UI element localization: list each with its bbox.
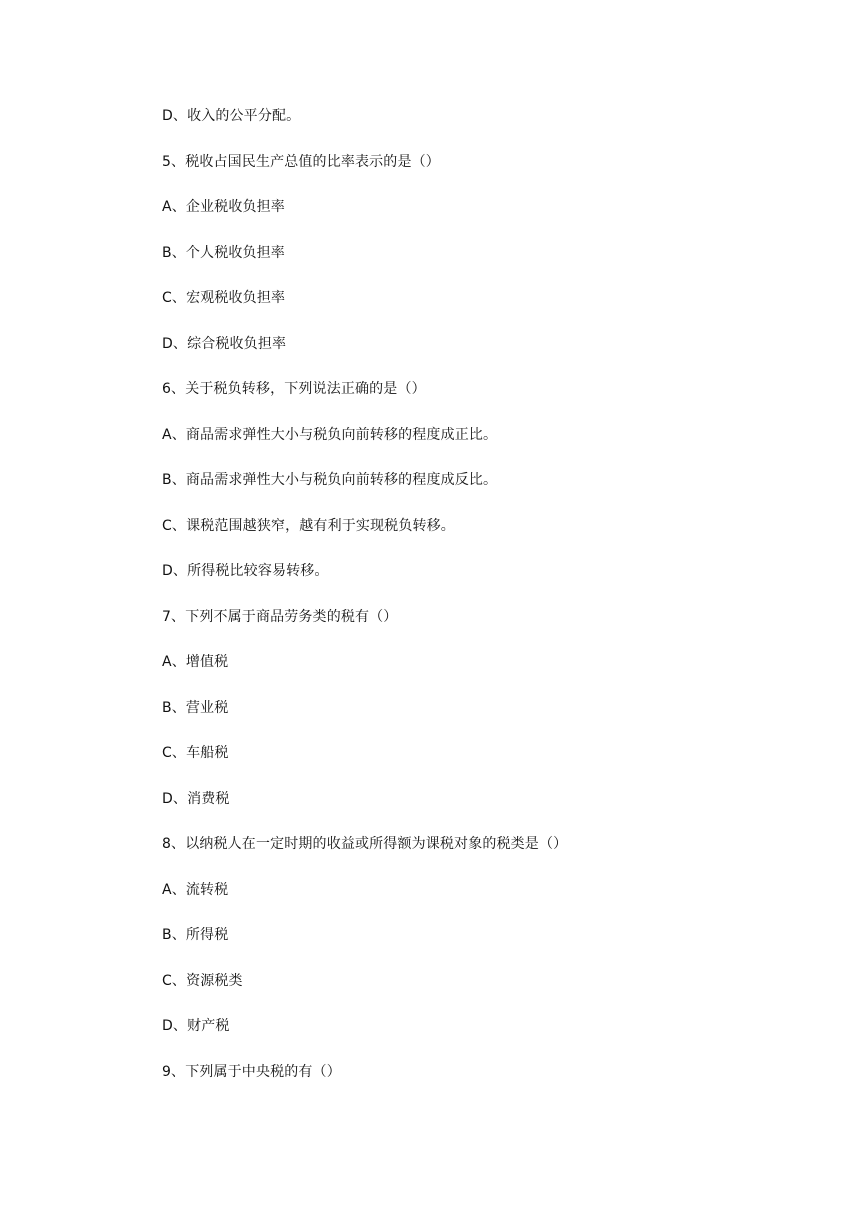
option-a-q7: A、增值税 xyxy=(162,654,229,670)
question-list xyxy=(162,104,822,1105)
question-9: 9、下列属于中央税的有（） xyxy=(162,1063,341,1080)
option-b-q6: B、商品需求弹性大小与税负向前转移的程度成反比。 xyxy=(162,472,498,488)
option-c-q6: C、课税范围越狭窄，越有利于实现税负转移。 xyxy=(162,517,455,534)
option-b-q8: B、所得税 xyxy=(162,927,229,943)
option-c-q5: C、宏观税收负担率 xyxy=(162,290,286,306)
option-d-q7: D、消费税 xyxy=(162,790,230,807)
option-a-q6: A、商品需求弹性大小与税负向前转移的程度成正比。 xyxy=(162,426,498,443)
question-6: 6、关于税负转移，下列说法正确的是（） xyxy=(162,381,426,397)
option-d-q4: D、收入的公平分配。 xyxy=(162,108,301,124)
question-8: 8、以纳税人在一定时期的收益或所得额为课税对象的税类是（） xyxy=(162,836,568,852)
option-a-q8: A、流转税 xyxy=(162,881,229,898)
option-b-q5: B、个人税收负担率 xyxy=(162,244,285,261)
option-c-q7: C、车船税 xyxy=(162,745,229,761)
option-d-q6: D、所得税比较容易转移。 xyxy=(162,563,329,579)
option-d-q8: D、财产税 xyxy=(162,1018,230,1034)
question-7: 7、下列不属于商品劳务类的税有（） xyxy=(162,608,398,625)
option-b-q7: B、营业税 xyxy=(162,699,229,716)
option-a-q5: A、企业税收负担率 xyxy=(162,199,285,215)
question-5: 5、税收占国民生产总值的比率表示的是（） xyxy=(162,153,440,170)
option-c-q8: C、资源税类 xyxy=(162,972,243,989)
option-d-q5: D、综合税收负担率 xyxy=(162,335,287,352)
